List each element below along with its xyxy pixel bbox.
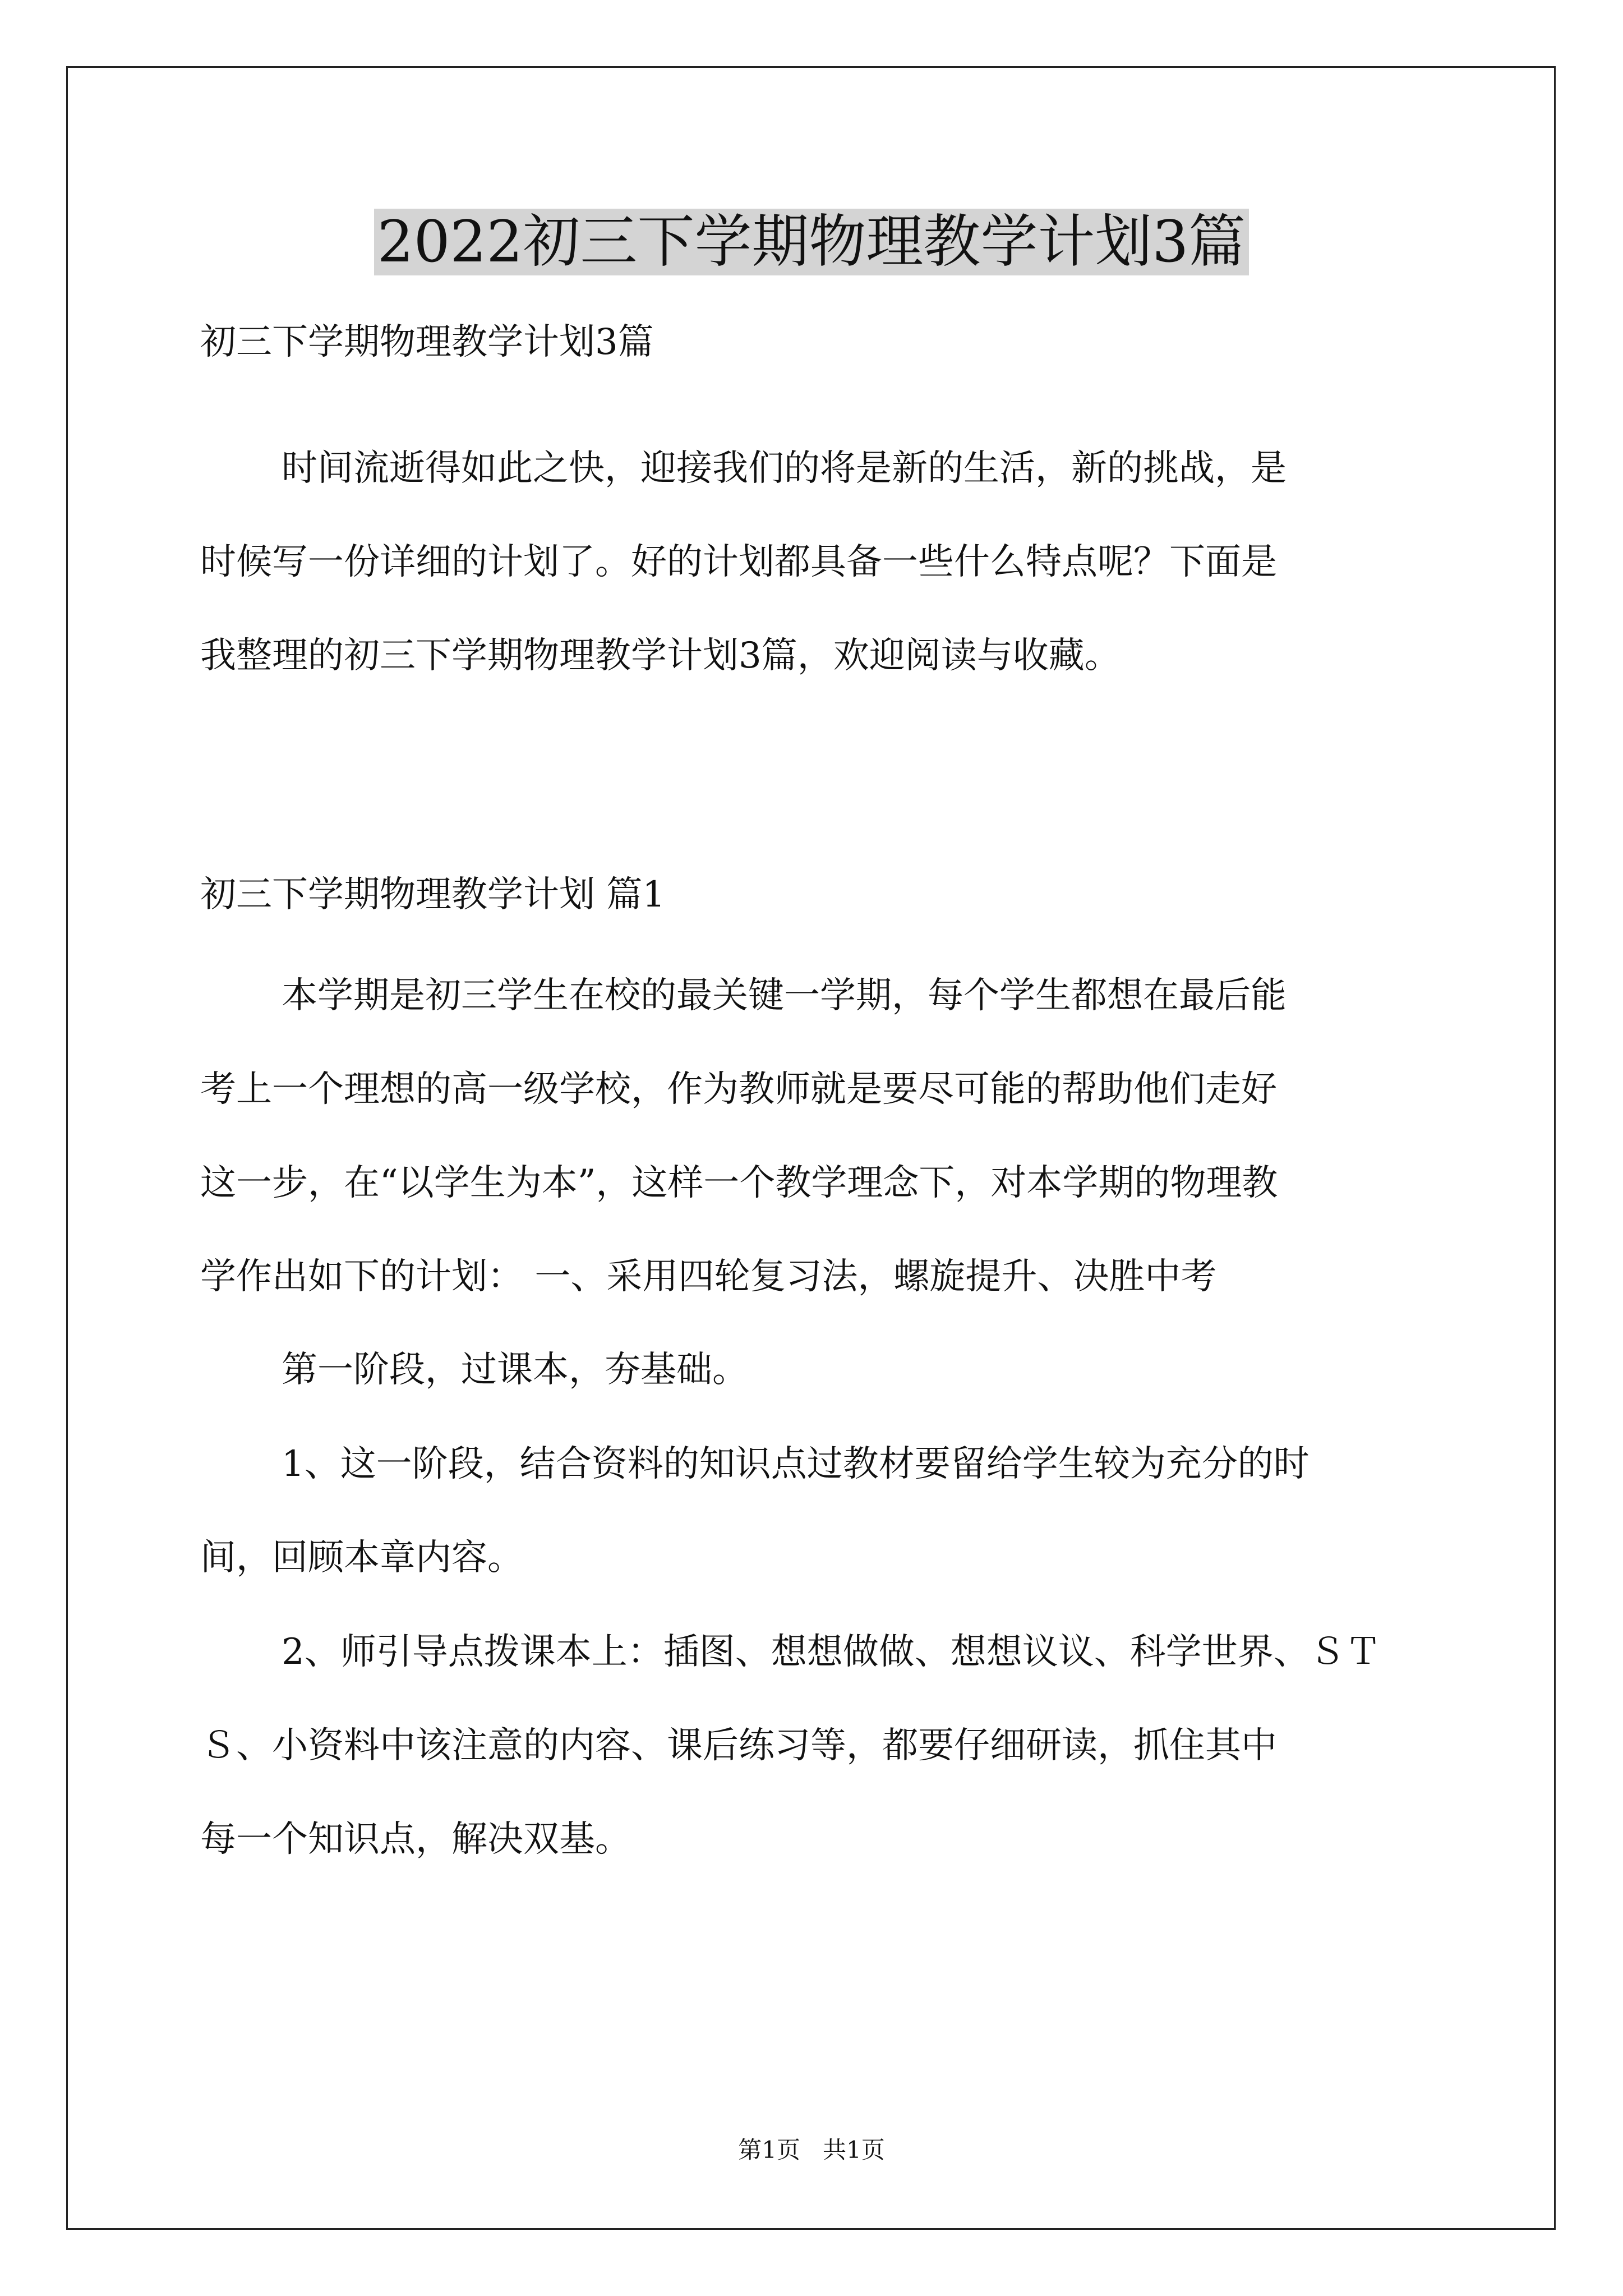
intro-line: 时间流逝得如此之快，迎接我们的将是新的生活，新的挑战，是 bbox=[282, 448, 1287, 489]
list-item-line: Ｓ、小资料中该注意的内容、课后练习等，都要仔细研读，抓住其中 bbox=[200, 1725, 1277, 1766]
intro-paragraph bbox=[200, 440, 1434, 721]
list-item-1 bbox=[200, 1436, 1434, 1623]
list-item-line: 1、这一阶段，结合资料的知识点过教材要留给学生较为充分的时 bbox=[282, 1443, 1310, 1485]
paragraph-1 bbox=[200, 968, 1434, 1342]
stage-1 bbox=[200, 1342, 1434, 1435]
list-item-2 bbox=[200, 1624, 1434, 1905]
list-item-line: 2、师引导点拨课本上：插图、想想做做、想想议议、科学世界、ＳＴ bbox=[282, 1631, 1381, 1673]
document-subtitle bbox=[200, 314, 1434, 408]
document-title-text: 2022初三下学期物理教学计划3篇 bbox=[374, 209, 1249, 275]
list-item-line: 间，回顾本章内容。 bbox=[200, 1537, 523, 1579]
page-footer: 第1页 共1页 bbox=[738, 2136, 885, 2164]
document-title bbox=[0, 203, 1623, 282]
section-heading-line: 初三下学期物理教学计划 篇1 bbox=[200, 874, 666, 915]
paragraph-line: 本学期是初三学生在校的最关键一学期，每个学生都想在最后能 bbox=[282, 975, 1287, 1016]
subtitle-line: 初三下学期物理教学计划3篇 bbox=[200, 321, 654, 363]
paragraph-line: 这一步，在“以学生为本”，这样一个教学理念下，对本学期的物理教 bbox=[200, 1162, 1278, 1204]
list-item-line: 每一个知识点，解决双基。 bbox=[200, 1819, 631, 1860]
intro-line: 时候写一份详细的计划了。好的计划都具备一些什么特点呢？下面是 bbox=[200, 541, 1277, 583]
paragraph-line: 学作出如下的计划： 一、采用四轮复习法，螺旋提升、决胜中考 bbox=[200, 1256, 1217, 1297]
section-heading bbox=[200, 867, 1434, 960]
stage-line: 第一阶段，过课本，夯基础。 bbox=[282, 1349, 748, 1391]
paragraph-line: 考上一个理想的高一级学校，作为教师就是要尽可能的帮助他们走好 bbox=[200, 1069, 1277, 1110]
intro-line: 我整理的初三下学期物理教学计划3篇，欢迎阅读与收藏。 bbox=[200, 635, 1121, 677]
